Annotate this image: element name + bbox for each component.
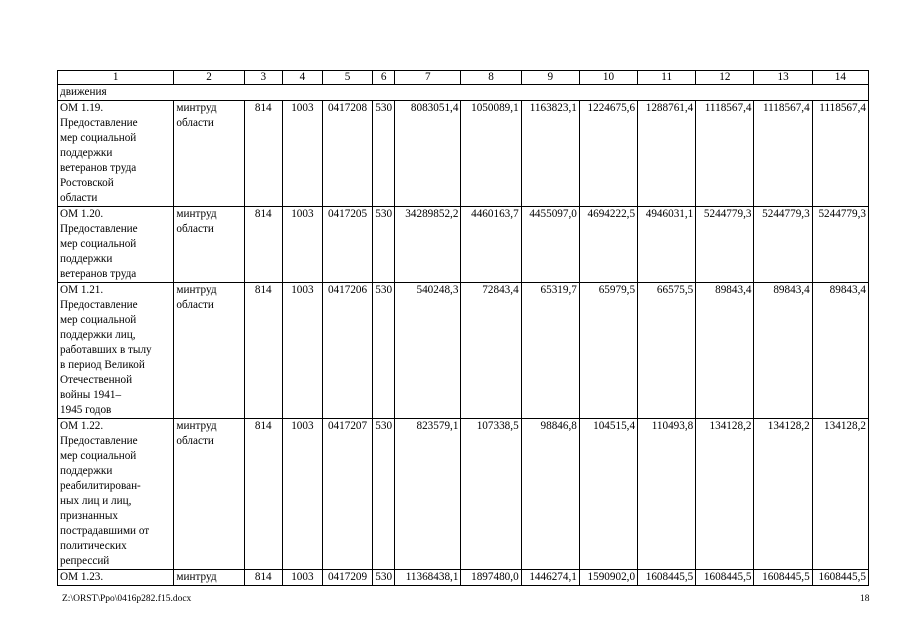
executor-cell	[174, 207, 244, 283]
event-name-cell-line: поддержки	[60, 147, 113, 159]
header-cell-6: 6	[373, 71, 395, 85]
code-cell: 814	[244, 570, 282, 586]
value-cell: 110493,8	[638, 419, 696, 570]
value-cell: 1118567,4	[696, 101, 754, 207]
value-cell: 1608445,5	[696, 570, 754, 586]
executor-cell	[174, 419, 244, 570]
value-cell: 1590902,0	[579, 570, 637, 586]
event-name-cell-line: политических	[60, 540, 127, 552]
executor-cell	[174, 570, 244, 586]
header-cell-12: 12	[696, 71, 754, 85]
header-cell-13: 13	[754, 71, 812, 85]
header-cell-14: 14	[812, 71, 868, 85]
header-cell-9: 9	[521, 71, 579, 85]
event-name-cell-line: мер социальной	[60, 132, 137, 144]
value-cell: 4694222,5	[579, 207, 637, 283]
value-cell: 8083051,4	[395, 101, 461, 207]
event-name-cell-line: ОМ 1.23.	[60, 571, 104, 583]
code-cell: 530	[373, 101, 395, 207]
value-cell: 89843,4	[754, 283, 812, 419]
event-name-cell-line: ветеранов труда	[60, 268, 137, 280]
value-cell: 540248,3	[395, 283, 461, 419]
value-cell: 1608445,5	[812, 570, 868, 586]
code-cell: 814	[244, 283, 282, 419]
value-cell: 5244779,3	[754, 207, 812, 283]
continuation-cell: движения	[58, 85, 869, 101]
footer-file-path: Z:\ORST\Ppo\0416p282.f15.docx	[62, 594, 192, 604]
value-cell: 1118567,4	[754, 101, 812, 207]
header-cell-2: 2	[174, 71, 244, 85]
executor-cell	[174, 283, 244, 419]
value-cell: 134128,2	[696, 419, 754, 570]
event-name-cell-line: ОМ 1.22.	[60, 420, 104, 432]
value-cell: 1288761,4	[638, 101, 696, 207]
value-cell: 5244779,3	[812, 207, 868, 283]
event-name-cell-line: в период Великой	[60, 359, 145, 371]
value-cell: 104515,4	[579, 419, 637, 570]
event-name-cell-line: мер социальной	[60, 238, 137, 250]
executor-cell-line: области	[176, 223, 214, 235]
event-name-cell-line: Предоставление	[60, 435, 138, 447]
value-cell: 66575,5	[638, 283, 696, 419]
header-cell-1: 1	[58, 71, 174, 85]
code-cell: 0417207	[322, 419, 372, 570]
table-row	[58, 101, 869, 207]
value-cell: 11368438,1	[395, 570, 461, 586]
value-cell: 98846,8	[521, 419, 579, 570]
event-name-cell-line: ОМ 1.21.	[60, 284, 104, 296]
executor-cell-line: области	[176, 117, 214, 129]
event-name-cell-line: поддержки лиц,	[60, 329, 136, 341]
value-cell: 107338,5	[461, 419, 521, 570]
value-cell: 1608445,5	[638, 570, 696, 586]
budget-table	[57, 70, 869, 586]
header-cell-11: 11	[638, 71, 696, 85]
event-name-cell	[58, 207, 174, 283]
code-cell: 1003	[282, 570, 322, 586]
header-cell-7: 7	[395, 71, 461, 85]
event-name-cell-line: реабилитирован-	[60, 480, 141, 492]
continuation-row	[58, 85, 869, 101]
code-cell: 530	[373, 283, 395, 419]
header-cell-5: 5	[322, 71, 372, 85]
value-cell: 4455097,0	[521, 207, 579, 283]
executor-cell-line: области	[176, 435, 214, 447]
value-cell: 89843,4	[696, 283, 754, 419]
header-cell-10: 10	[579, 71, 637, 85]
value-cell: 1118567,4	[812, 101, 868, 207]
code-cell: 0417205	[322, 207, 372, 283]
header-cell-8: 8	[461, 71, 521, 85]
event-name-cell-line: мер социальной	[60, 314, 137, 326]
table-row	[58, 283, 869, 419]
event-name-cell-line: мер социальной	[60, 450, 137, 462]
value-cell: 5244779,3	[696, 207, 754, 283]
table-body	[58, 71, 869, 586]
executor-cell-line: минтруд	[176, 208, 217, 220]
event-name-cell-line: Предоставление	[60, 223, 138, 235]
event-name-cell-line: Отечественной	[60, 374, 133, 386]
value-cell: 1050089,1	[461, 101, 521, 207]
event-name-cell-line: пострадавшими от	[60, 525, 150, 537]
event-name-cell-line: поддержки	[60, 253, 113, 265]
event-name-cell	[58, 570, 174, 586]
code-cell: 0417209	[322, 570, 372, 586]
executor-cell-line: минтруд	[176, 102, 217, 114]
table-row	[58, 207, 869, 283]
code-cell: 1003	[282, 419, 322, 570]
table-row	[58, 419, 869, 570]
event-name-cell-line: Предоставление	[60, 117, 138, 129]
event-name-cell-line: Предоставление	[60, 299, 138, 311]
executor-cell-line: минтруд	[176, 284, 217, 296]
value-cell: 65319,7	[521, 283, 579, 419]
value-cell: 72843,4	[461, 283, 521, 419]
code-cell: 530	[373, 570, 395, 586]
value-cell: 65979,5	[579, 283, 637, 419]
value-cell: 4946031,1	[638, 207, 696, 283]
code-cell: 1003	[282, 207, 322, 283]
event-name-cell	[58, 101, 174, 207]
code-cell: 814	[244, 101, 282, 207]
event-name-cell-line: войны 1941–	[60, 389, 122, 401]
event-name-cell-line: Ростовской	[60, 177, 114, 189]
code-cell: 0417208	[322, 101, 372, 207]
footer-page-number: 18	[860, 594, 870, 604]
executor-cell-line: области	[176, 299, 214, 311]
header-cell-4: 4	[282, 71, 322, 85]
event-name-cell	[58, 419, 174, 570]
executor-cell-line: минтруд	[176, 571, 217, 583]
value-cell: 823579,1	[395, 419, 461, 570]
value-cell: 1163823,1	[521, 101, 579, 207]
code-cell: 814	[244, 207, 282, 283]
value-cell: 34289852,2	[395, 207, 461, 283]
value-cell: 89843,4	[812, 283, 868, 419]
executor-cell	[174, 101, 244, 207]
value-cell: 134128,2	[812, 419, 868, 570]
value-cell: 1446274,1	[521, 570, 579, 586]
table-row	[58, 570, 869, 586]
value-cell: 1224675,6	[579, 101, 637, 207]
code-cell: 530	[373, 207, 395, 283]
event-name-cell-line: репрессий	[60, 555, 110, 567]
event-name-cell-line: области	[60, 192, 98, 204]
event-name-cell-line: ных лиц и лиц,	[60, 495, 132, 507]
header-row	[58, 71, 869, 85]
code-cell: 1003	[282, 101, 322, 207]
value-cell: 1897480,0	[461, 570, 521, 586]
value-cell: 134128,2	[754, 419, 812, 570]
executor-cell-line: минтруд	[176, 420, 217, 432]
event-name-cell-line: признанных	[60, 510, 119, 522]
code-cell: 1003	[282, 283, 322, 419]
event-name-cell-line: ветеранов труда	[60, 162, 137, 174]
value-cell: 4460163,7	[461, 207, 521, 283]
header-cell-3: 3	[244, 71, 282, 85]
event-name-cell	[58, 283, 174, 419]
value-cell: 1608445,5	[754, 570, 812, 586]
event-name-cell-line: поддержки	[60, 465, 113, 477]
code-cell: 814	[244, 419, 282, 570]
event-name-cell-line: работавших в тылу	[60, 344, 152, 356]
code-cell: 530	[373, 419, 395, 570]
event-name-cell-line: 1945 годов	[60, 404, 112, 416]
event-name-cell-line: ОМ 1.19.	[60, 102, 104, 114]
event-name-cell-line: ОМ 1.20.	[60, 208, 104, 220]
code-cell: 0417206	[322, 283, 372, 419]
